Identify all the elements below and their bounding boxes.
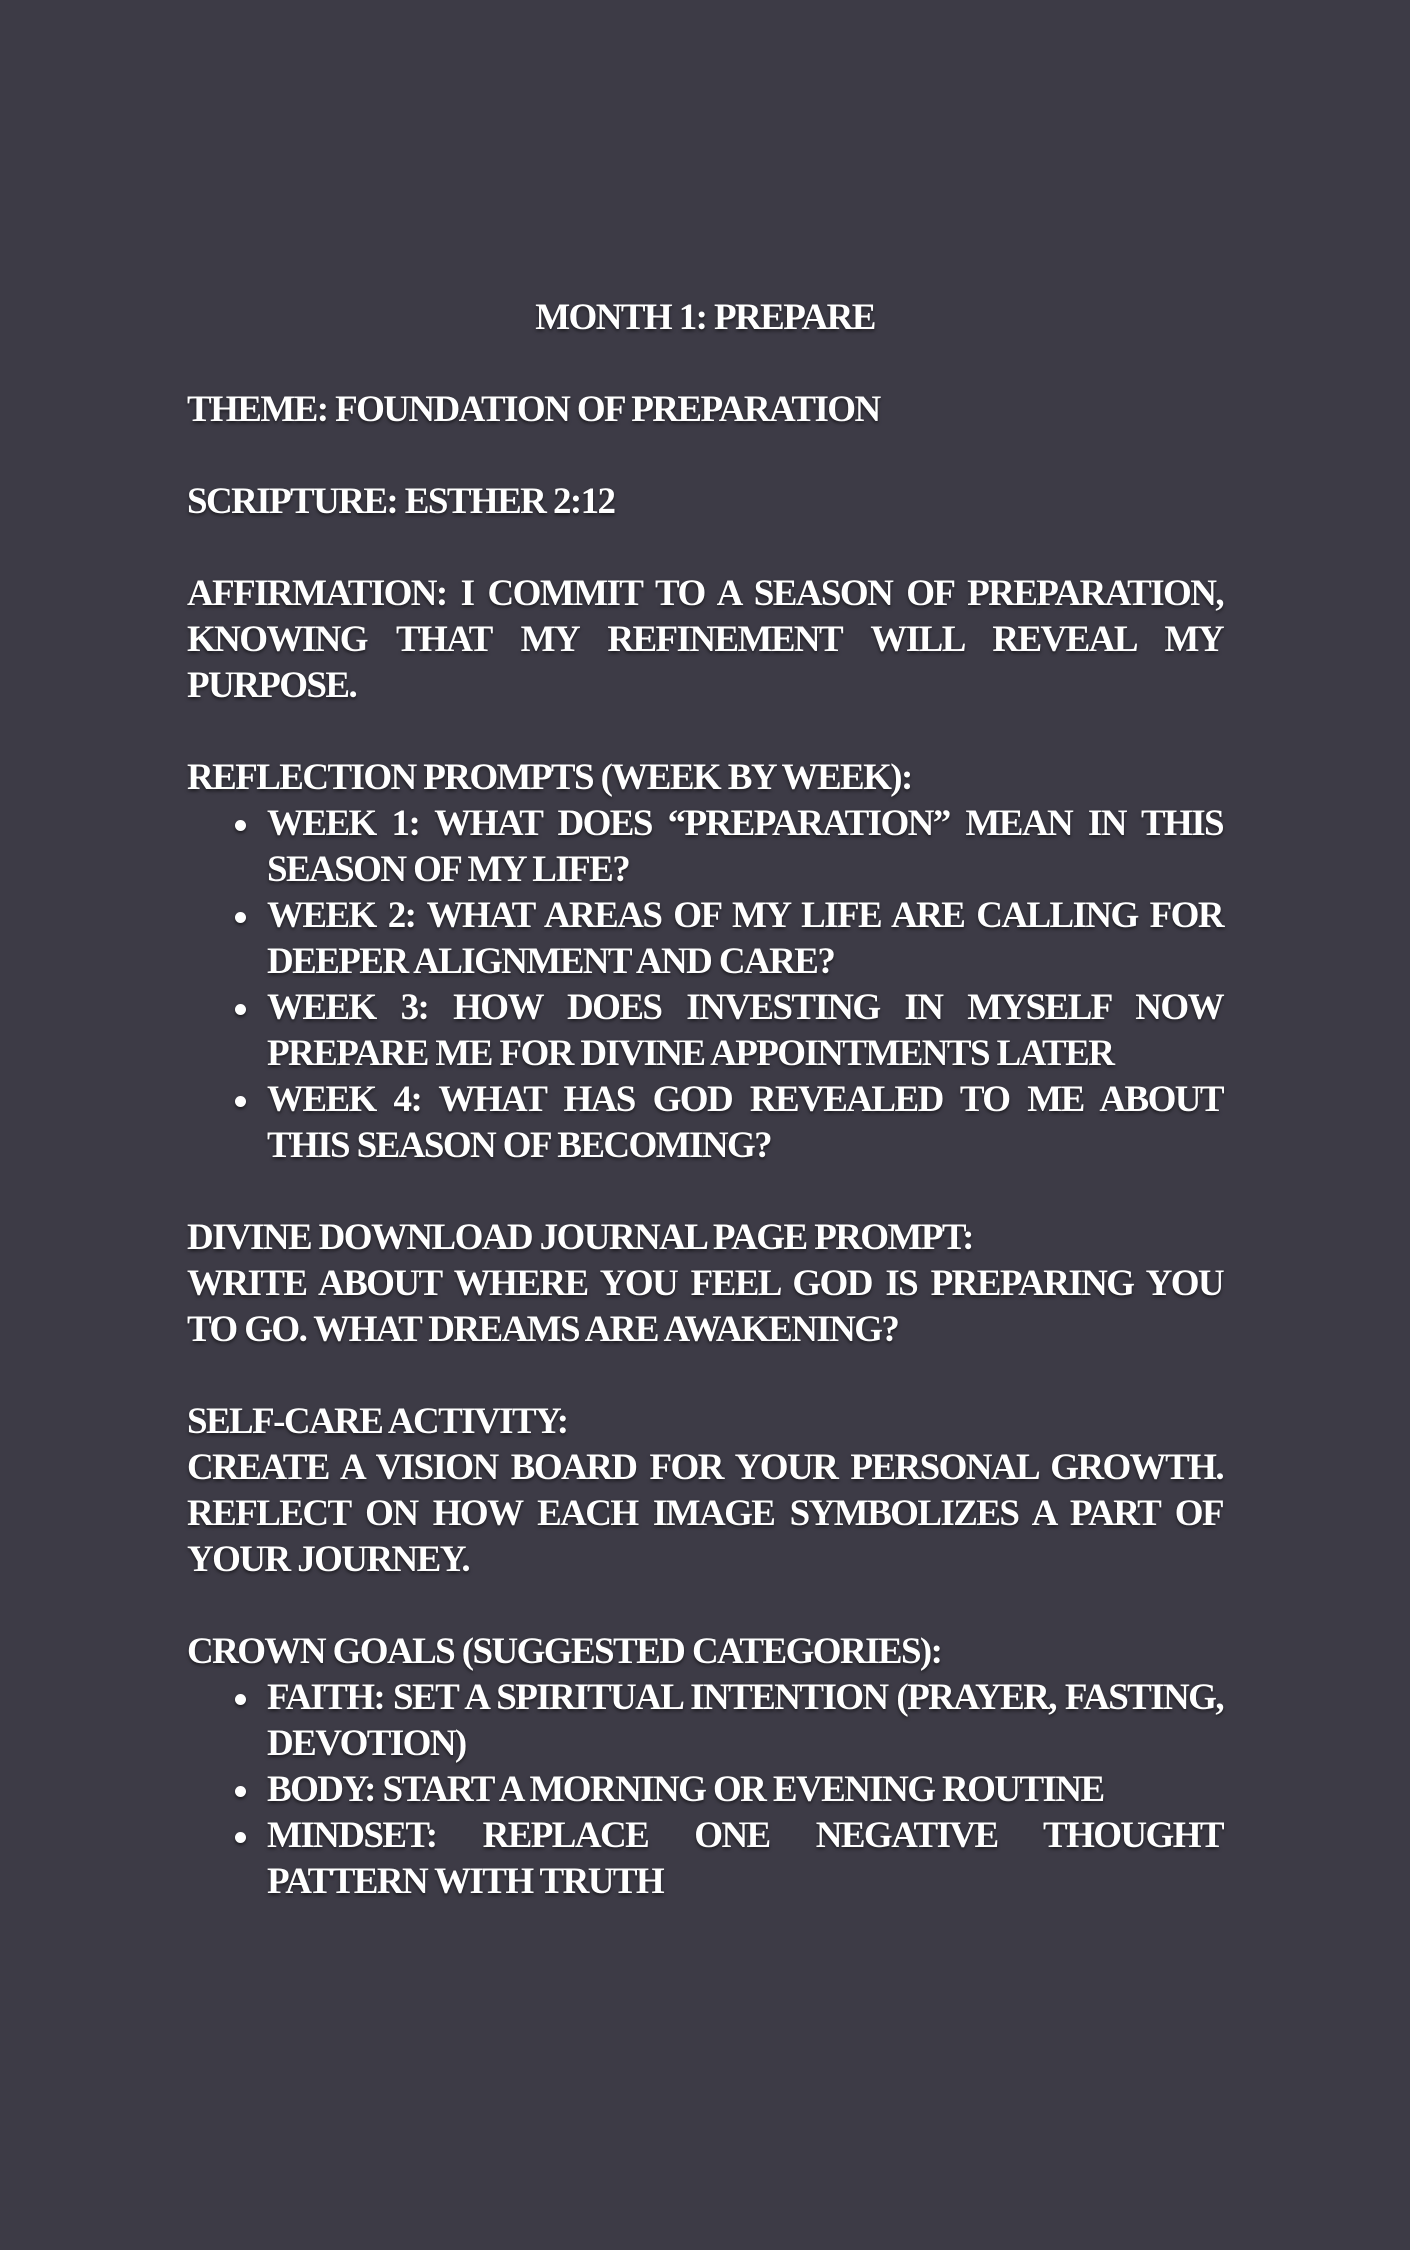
journal-prompt-section [187,1215,1223,1353]
journal-content [187,295,1223,1951]
reflection-item-week-3: WEEK 3: HOW DOES INVESTING IN MYSELF NOW PREPARE ME FOR DIVINE APPOINTMENTS LATER [267,985,1223,1077]
crown-goals-list [187,1675,1223,1905]
goal-item-body: BODY: START A MORNING OR EVENING ROUTINE [267,1767,1223,1813]
reflection-section [187,755,1223,1169]
reflection-heading: REFLECTION PROMPTS (WEEK BY WEEK): [187,757,912,798]
reflection-item-week-4: WEEK 4: WHAT HAS GOD REVEALED TO ME ABOUT THIS SEASON OF BECOMING? [267,1077,1223,1169]
affirmation-paragraph: AFFIRMATION: I COMMIT TO A SEASON OF PREPARATION, KNOWING THAT MY REFINEMENT WILL REVEAL MY PURPOSE. [187,573,1223,706]
reflection-item-week-1: WEEK 1: WHAT DOES “PREPARATION” MEAN IN THIS SEASON OF MY LIFE? [267,801,1223,893]
self-care-section [187,1399,1223,1583]
goal-item-faith: FAITH: SET A SPIRITUAL INTENTION (PRAYER, FASTING, DEVOTION) [267,1675,1223,1767]
crown-goals-section [187,1629,1223,1905]
self-care-heading: SELF-CARE ACTIVITY: [187,1401,568,1442]
journal-prompt-text: WRITE ABOUT WHERE YOU FEEL GOD IS PREPARING YOU TO GO. WHAT DREAMS ARE AWAKENING? [187,1263,1223,1350]
reflection-list [187,801,1223,1169]
scripture-line: SCRIPTURE: ESTHER 2:12 [187,481,615,522]
crown-goals-heading: CROWN GOALS (SUGGESTED CATEGORIES): [187,1631,942,1672]
self-care-text: CREATE A VISION BOARD FOR YOUR PERSONAL GROWTH. REFLECT ON HOW EACH IMAGE SYMBOLIZES A PART OF YOUR JOURNEY. [187,1447,1223,1580]
journal-prompt-heading: DIVINE DOWNLOAD JOURNAL PAGE PROMPT: [187,1217,973,1258]
reflection-item-week-2: WEEK 2: WHAT AREAS OF MY LIFE ARE CALLING FOR DEEPER ALIGNMENT AND CARE? [267,893,1223,985]
theme-line: THEME: FOUNDATION OF PREPARATION [187,389,880,430]
page-title: MONTH 1: PREPARE [535,297,875,338]
goal-item-mindset: MINDSET: REPLACE ONE NEGATIVE THOUGHT PATTERN WITH TRUTH [267,1813,1223,1905]
